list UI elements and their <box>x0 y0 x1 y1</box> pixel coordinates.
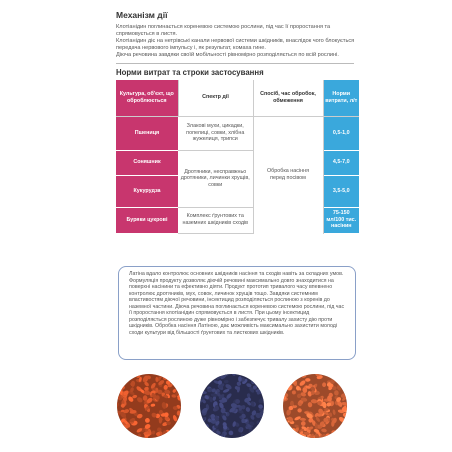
product-note <box>118 266 356 360</box>
seed-grain <box>173 432 179 438</box>
seed-grain <box>119 427 125 434</box>
seed-texture <box>283 374 347 438</box>
divider <box>116 63 354 64</box>
corn-seeds-image <box>283 374 347 438</box>
seed-grain <box>122 374 129 379</box>
seed-grain <box>117 383 121 388</box>
seed-texture <box>117 374 181 438</box>
seed-grain <box>170 431 177 438</box>
seed-grain <box>344 387 347 391</box>
crop-cell: Пшениця <box>116 116 178 150</box>
seed-grain <box>283 432 289 438</box>
sunflower-seeds-image <box>200 374 264 438</box>
seed-grain <box>261 429 264 436</box>
method-cell <box>253 116 323 233</box>
seed-grain <box>120 431 125 436</box>
seed-grain <box>333 433 338 438</box>
seed-grain <box>121 374 127 378</box>
seed-grain <box>253 374 259 380</box>
seed-grain <box>172 379 179 384</box>
seed-grain <box>120 429 126 437</box>
mechanism-title: Механізм дії <box>116 10 168 20</box>
seed-texture <box>200 374 264 438</box>
seed-grain <box>175 374 181 377</box>
seed-grain <box>291 433 295 438</box>
norm-cell: 0,5-1,0 <box>323 116 359 150</box>
mechanism-text <box>116 24 356 59</box>
mechanism-paragraph: Діюча речовина завдяки своїй мобільності рівномірно розподіляється по всій рослині. <box>116 52 339 58</box>
header-method: Спосіб, час обробок, обмеження <box>253 80 323 116</box>
seed-grain <box>177 383 181 388</box>
seed-grain <box>331 435 336 438</box>
note-text: Латіна вдало контролює основних шкідників насіння та сходів навіть за складних умов. Формуляція продукту дозволяє діючій речовині максимально довго знаходитися на поверхні насінини та ефективно діяти. Продукт прототип тривалого часу впевнено контролює дротяників, мух, совок, личинок хрущів тощо. Завдяки системним властивостям діючої речовини, інсектицид розподіляється рослиною з коренів до наземної частини. Діюча речовина поглинається кореневою системою рослини, під час її проростання клотіанідин спрямовується в листя. При цьому інсектицид розподіляється рослиною дуже рівномірно і забезпечує тривалу захисту дію проти шкідників. Обробка насіння Латіною, дає можливість максимально захистити молоді сходи культури від більшості ґрунтових та листкових шкідників. <box>129 271 345 336</box>
seed-grain <box>206 433 211 438</box>
seed-grain <box>287 376 292 381</box>
norm-cell: 4,5-7,0 <box>323 150 359 175</box>
seed-grain <box>177 376 181 383</box>
seed-grain <box>119 374 126 379</box>
spectrum-cell: Злакові мухи, цикадки, попелиці, совки, хлібна жужелиця, трипси <box>178 116 253 150</box>
seed-grain <box>168 374 174 379</box>
spectrum-cell: Дротяники, несправжньо дротяники, личинки хрущів, совки <box>178 150 253 207</box>
seed-grain <box>335 375 343 380</box>
seed-grain <box>176 428 181 434</box>
seed-grain <box>258 434 264 438</box>
seed-grain <box>260 384 264 389</box>
norm-cell: 3,5-5,0 <box>323 175 359 207</box>
seed-grain <box>333 431 341 438</box>
seed-grain <box>206 374 212 378</box>
header-norm: Норми витрати, л/т <box>323 80 359 116</box>
crop-cell: Буряки цукрові <box>116 207 178 233</box>
header-spectrum: Спектр дії <box>178 80 253 116</box>
document-page <box>116 8 356 234</box>
seed-grain <box>172 378 177 384</box>
seed-grain <box>259 377 264 382</box>
table-header-row <box>116 80 359 116</box>
table-row <box>116 150 359 175</box>
seed-grain <box>168 432 174 438</box>
seed-grain <box>254 376 260 381</box>
seed-grain <box>207 432 213 438</box>
wheat-seeds-image <box>117 374 181 438</box>
seed-grain <box>163 377 168 380</box>
seed-grain <box>339 426 346 432</box>
method-text: Обробка насіння перед посівом <box>266 168 310 181</box>
crop-cell: Соняшник <box>116 150 178 175</box>
seed-grain <box>260 432 264 438</box>
norm-cell: 75-150 мл/100 тис. насінин <box>323 207 359 233</box>
seed-grain <box>120 377 125 381</box>
seed-grain <box>205 432 209 437</box>
seed-grain <box>124 374 132 378</box>
seed-grain <box>283 379 287 386</box>
table-row <box>116 116 359 150</box>
mechanism-paragraph: Клотіанідин діє на нетрівські канали нервової системи шкідників, внаслідок чого блокується передача нервового імпульсу і, як результат, комаха гине. <box>116 38 355 51</box>
mechanism-paragraph: Клотіанідин поглинається кореневою системою рослини, під час її проростання та спрямовується в листя. <box>116 24 331 37</box>
seed-grain <box>200 427 205 431</box>
seed-grain <box>342 432 347 438</box>
rates-title: Норми витрат та строки застосування <box>116 68 264 77</box>
header-crop: Культура, об'єкт, що оброблюється <box>116 80 178 116</box>
seed-grain <box>117 433 120 438</box>
seed-grain <box>200 382 204 387</box>
crop-cell: Кукурудза <box>116 175 178 207</box>
rates-table <box>116 80 359 234</box>
spectrum-cell: Комплекс ґрунтових та наземних шкідників сходів <box>178 207 253 233</box>
seed-grain <box>334 374 340 378</box>
seed-grain <box>283 382 288 387</box>
table-row <box>116 207 359 233</box>
seed-grain <box>249 433 256 438</box>
